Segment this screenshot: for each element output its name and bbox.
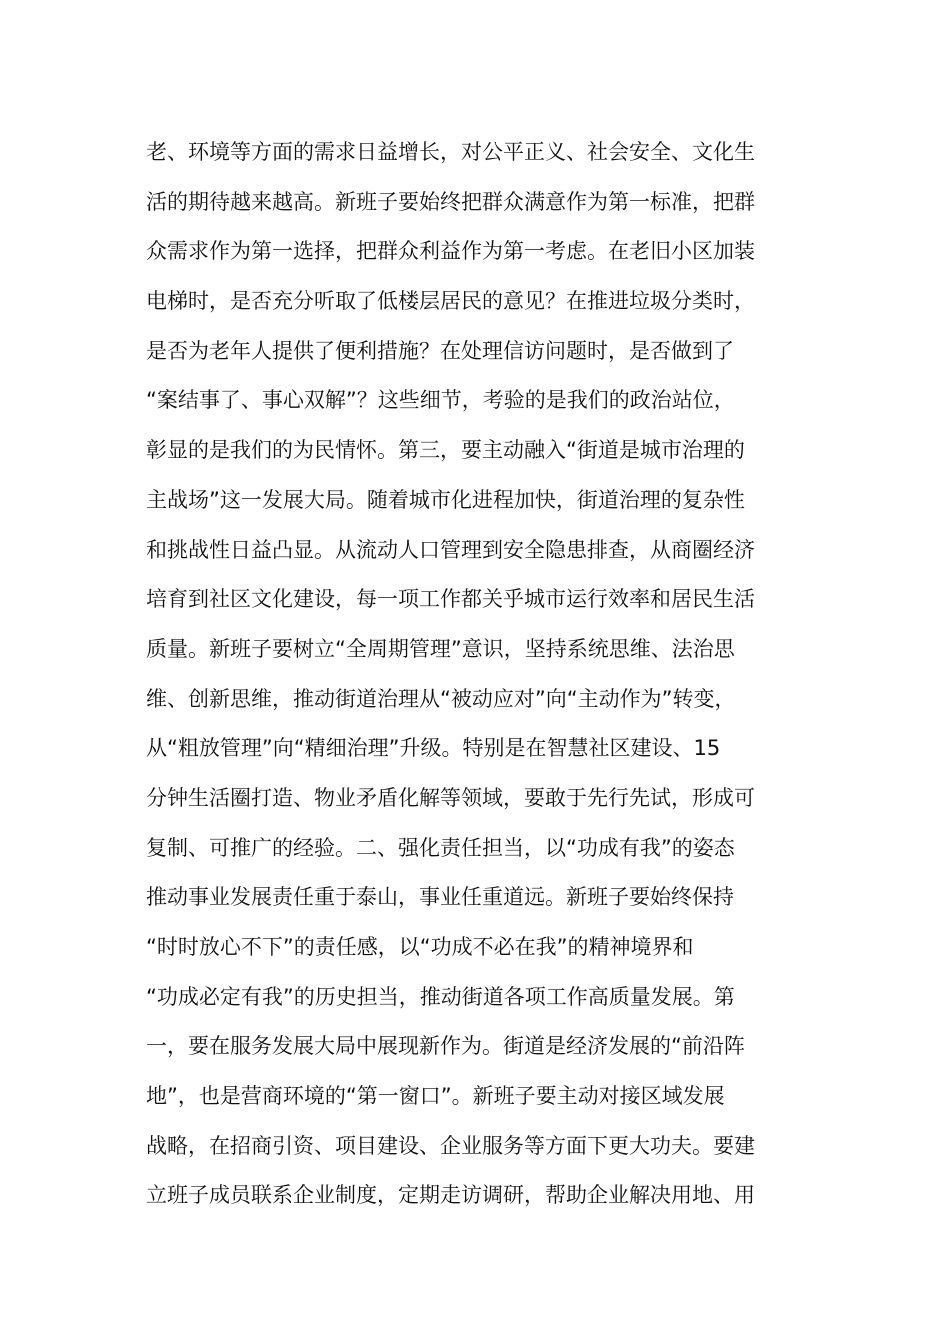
text-line: 复制、可推广的经验。二、强化责任担当，以“功成有我”的姿态 bbox=[146, 835, 735, 860]
text-line: 地”，也是营商环境的“第一窗口”。新班子要主动对接区域发展 bbox=[146, 1084, 725, 1109]
text-line: 战略，在招商引资、项目建设、企业服务等方面下更大功夫。要建 bbox=[146, 1133, 755, 1158]
text-line: 一，要在服务发展大局中展现新作为。街道是经济发展的“前沿阵 bbox=[146, 1034, 745, 1059]
text-line: 从“粗放管理”向“精细治理”升级。特别是在智慧社区建设、15 bbox=[146, 736, 721, 761]
text-line: 培育到社区文化建设，每一项工作都关乎城市运行效率和居民生活 bbox=[146, 587, 755, 612]
text-line: 维、创新思维，推动街道治理从“被动应对”向“主动作为”转变， bbox=[146, 686, 736, 711]
text-line: 活的期待越来越高。新班子要始终把群众满意作为第一标准，把群 bbox=[146, 189, 755, 214]
text-line: 推动事业发展责任重于泰山，事业任重道远。新班子要始终保持 bbox=[146, 885, 734, 910]
body-text bbox=[146, 128, 846, 1221]
text-line: “案结事了、事心双解”？这些细节，考验的是我们的政治站位， bbox=[146, 388, 735, 413]
text-line: 电梯时，是否充分听取了低楼层居民的意见？在推进垃圾分类时， bbox=[146, 289, 755, 314]
text-line: 老、环境等方面的需求日益增长，对公平正义、社会安全、文化生 bbox=[146, 140, 755, 164]
text-line: 质量。新班子要树立“全周期管理”意识，坚持系统思维、法治思 bbox=[146, 636, 735, 661]
text-line: 众需求作为第一选择，把群众利益作为第一考虑。在老旧小区加装 bbox=[146, 239, 755, 264]
text-line: “时时放心不下”的责任感，以“功成不必在我”的精神境界和 bbox=[146, 935, 694, 959]
text-line: 主战场”这一发展大局。随着城市化进程加快，街道治理的复杂性 bbox=[146, 487, 745, 512]
text-line: 是否为老年人提供了便利措施？在处理信访问题时，是否做到了 bbox=[146, 338, 734, 363]
text-line: 和挑战性日益凸显。从流动人口管理到安全隐患排查，从商圈经济 bbox=[146, 537, 755, 562]
text-line: 分钟生活圈打造、物业矛盾化解等领域，要敢于先行先试，形成可 bbox=[146, 785, 755, 810]
text-line: 立班子成员联系企业制度，定期走访调研，帮助企业解决用地、用 bbox=[146, 1183, 755, 1208]
text-line: “功成必定有我”的历史担当，推动街道各项工作高质量发展。第 bbox=[146, 984, 735, 1009]
text-line: 彰显的是我们的为民情怀。第三，要主动融入“街道是城市治理的 bbox=[146, 438, 745, 463]
